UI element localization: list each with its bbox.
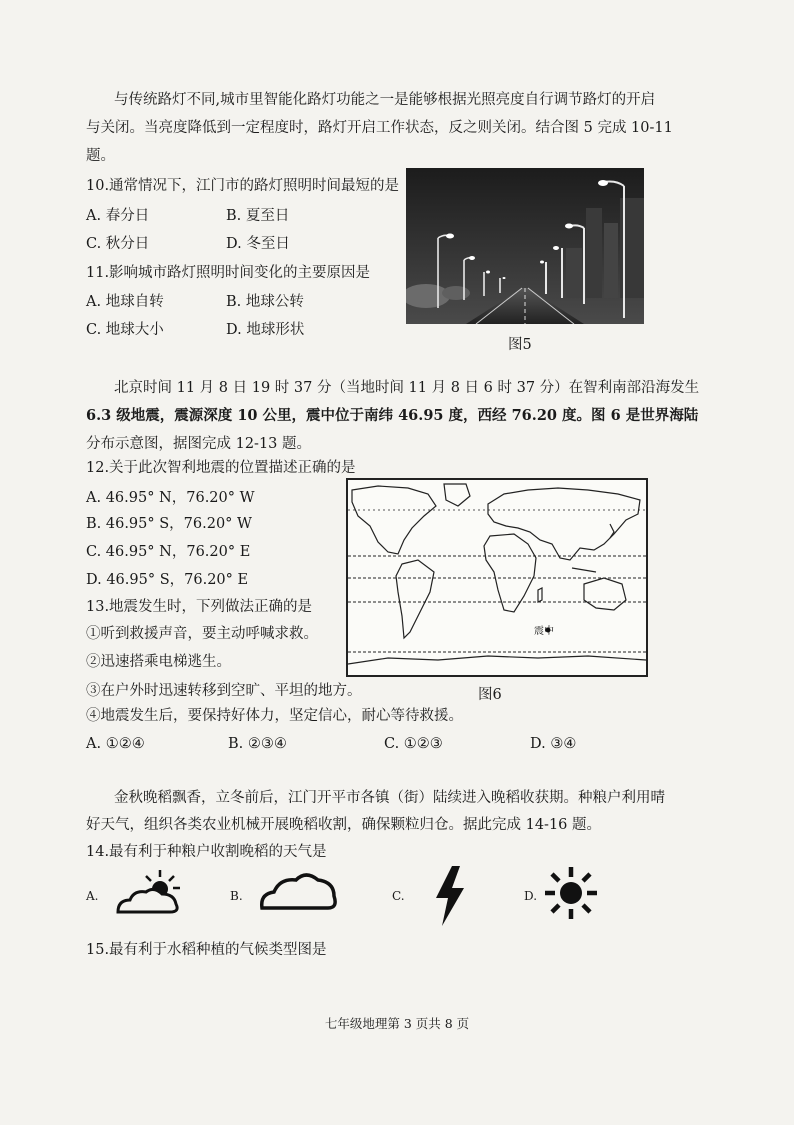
- question-13-option-a[interactable]: A. ①②④: [86, 736, 145, 752]
- intro-12-13-line3: 分布示意图，据图完成 12-13 题。: [86, 436, 312, 452]
- question-11-option-d[interactable]: D. 地球形状: [226, 322, 305, 338]
- question-13-statement-1: ①听到救援声音，要主动呼喊求救。: [86, 626, 318, 642]
- question-12-option-b[interactable]: B. 46.95° S，76.20° W: [86, 516, 252, 532]
- question-13-option-b[interactable]: B. ②③④: [228, 736, 287, 752]
- intro-12-13-line1: 北京时间 11 月 8 日 19 时 37 分（当地时间 11 月 8 日 6 时 37 分）在智利南部沿海发生: [114, 380, 700, 396]
- cloudy-icon[interactable]: [258, 868, 340, 918]
- intro-14-16-line1: 金秋晚稻飘香，立冬前后，江门开平市各镇（街）陆续进入晚稻收获期。种粮户利用晴: [114, 790, 665, 806]
- page-footer: 七年级地理第 3 页共 8 页: [324, 1016, 470, 1031]
- question-14-option-a[interactable]: A.: [86, 889, 99, 903]
- sunny-icon[interactable]: [544, 866, 598, 924]
- lightning-icon[interactable]: [432, 866, 466, 930]
- world-map-illustration: [348, 480, 646, 675]
- question-12-option-d[interactable]: D. 46.95° S，76.20° E: [86, 572, 249, 588]
- partly-cloudy-icon[interactable]: [114, 868, 184, 922]
- question-11-option-a[interactable]: A. 地球自转: [86, 294, 164, 310]
- intro-10-11-line2: 与关闭。当亮度降低到一定程度时，路灯开启工作状态，反之则关闭。结合图 5 完成 10-11: [86, 120, 673, 136]
- question-13-option-c[interactable]: C. ①②③: [384, 736, 443, 752]
- figure-5-streetlight-photo: [406, 168, 644, 324]
- intro-14-16-line2: 好天气，组织各类农业机械开展晚稻收割，确保颗粒归仓。据此完成 14-16 题。: [86, 817, 602, 833]
- question-10-option-c[interactable]: C. 秋分日: [86, 236, 150, 252]
- question-10-option-d[interactable]: D. 冬至日: [226, 236, 290, 252]
- epicenter-label: 震中: [534, 626, 554, 637]
- figure-6-world-map: [346, 478, 648, 677]
- streetlight-illustration: [406, 168, 644, 324]
- question-12-stem: 12.关于此次智利地震的位置描述正确的是: [86, 460, 356, 476]
- question-11-option-b[interactable]: B. 地球公转: [226, 294, 304, 310]
- question-13-stem: 13.地震发生时，下列做法正确的是: [86, 599, 313, 615]
- question-13-statement-4: ④地震发生后，要保持好体力，坚定信心，耐心等待救援。: [86, 708, 463, 724]
- question-10-option-b[interactable]: B. 夏至日: [226, 208, 290, 224]
- figure-6-caption: 图6: [478, 687, 502, 703]
- question-14-option-c[interactable]: C.: [392, 889, 405, 903]
- question-14-stem: 14.最有利于种粮户收割晚稻的天气是: [86, 844, 327, 860]
- question-14-option-b[interactable]: B.: [230, 889, 243, 903]
- question-13-statement-3: ③在户外时迅速转移到空旷、平坦的地方。: [86, 683, 362, 699]
- question-12-option-a[interactable]: A. 46.95° N，76.20° W: [86, 490, 255, 506]
- question-13-option-d[interactable]: D. ③④: [530, 736, 577, 752]
- question-12-option-c[interactable]: C. 46.95° N，76.20° E: [86, 544, 251, 560]
- question-10-option-a[interactable]: A. 春分日: [86, 208, 150, 224]
- intro-10-11-line1: 与传统路灯不同,城市里智能化路灯功能之一是能够根据光照亮度自行调节路灯的开启: [114, 92, 656, 108]
- question-11-stem: 11.影响城市路灯照明时间变化的主要原因是: [86, 265, 371, 281]
- question-10-stem: 10.通常情况下，江门市的路灯照明时间最短的是: [86, 178, 400, 194]
- intro-12-13-line2: 6.3 级地震，震源深度 10 公里，震中位于南纬 46.95 度，西经 76.20 度。图 6 是世界海陆: [86, 407, 699, 424]
- figure-5-caption: 图5: [508, 337, 532, 353]
- intro-10-11-line3: 题。: [86, 148, 115, 164]
- question-14-option-d[interactable]: D.: [524, 889, 538, 903]
- question-15-stem: 15.最有利于水稻种植的气候类型图是: [86, 942, 327, 958]
- question-11-option-c[interactable]: C. 地球大小: [86, 322, 164, 338]
- question-13-statement-2: ②迅速搭乘电梯逃生。: [86, 654, 231, 670]
